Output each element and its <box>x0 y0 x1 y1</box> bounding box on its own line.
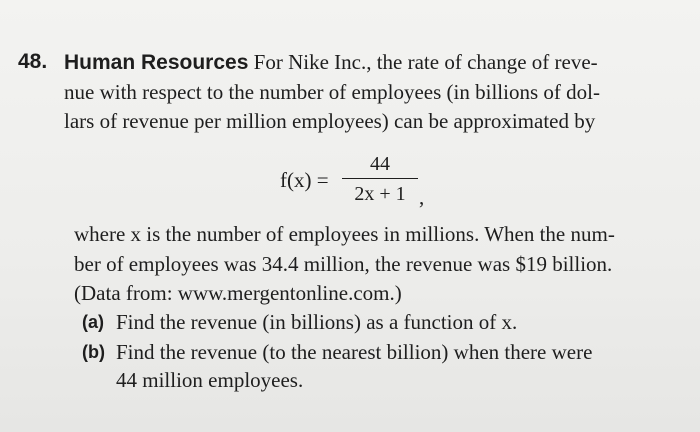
intro-line-1 <box>64 50 598 75</box>
problem-heading: Human Resources <box>64 51 249 74</box>
body-line-1: where x is the number of employees in millions. When the num- <box>74 222 615 246</box>
intro-text-1: For Nike Inc., the rate of change of reve- <box>248 50 598 74</box>
part-b-text-2: 44 million employees. <box>116 368 304 392</box>
part-b-label: (b) <box>82 342 105 362</box>
problem-number: 48. <box>18 50 48 73</box>
fraction-bar <box>342 178 418 179</box>
part-a-label: (a) <box>82 312 104 332</box>
part-b-text: Find the revenue (to the nearest billion) when there were <box>116 340 593 364</box>
formula-fraction <box>342 152 418 206</box>
formula-lhs: f(x) = <box>280 168 329 192</box>
formula-numerator: 44 <box>370 153 390 175</box>
body-line-2: ber of employees was 34.4 million, the revenue was $19 billion. <box>74 252 613 276</box>
formula-comma: , <box>419 185 425 209</box>
intro-line-2: nue with respect to the number of employees (in billions of dol- <box>64 80 600 104</box>
part-a-text: Find the revenue (in billions) as a function of x. <box>116 310 518 334</box>
intro-line-3: lars of revenue per million employees) can be approximated by <box>64 109 596 133</box>
body-line-3: (Data from: www.mergentonline.com.) <box>74 281 402 305</box>
formula-denominator: 2x + 1 <box>354 183 406 206</box>
